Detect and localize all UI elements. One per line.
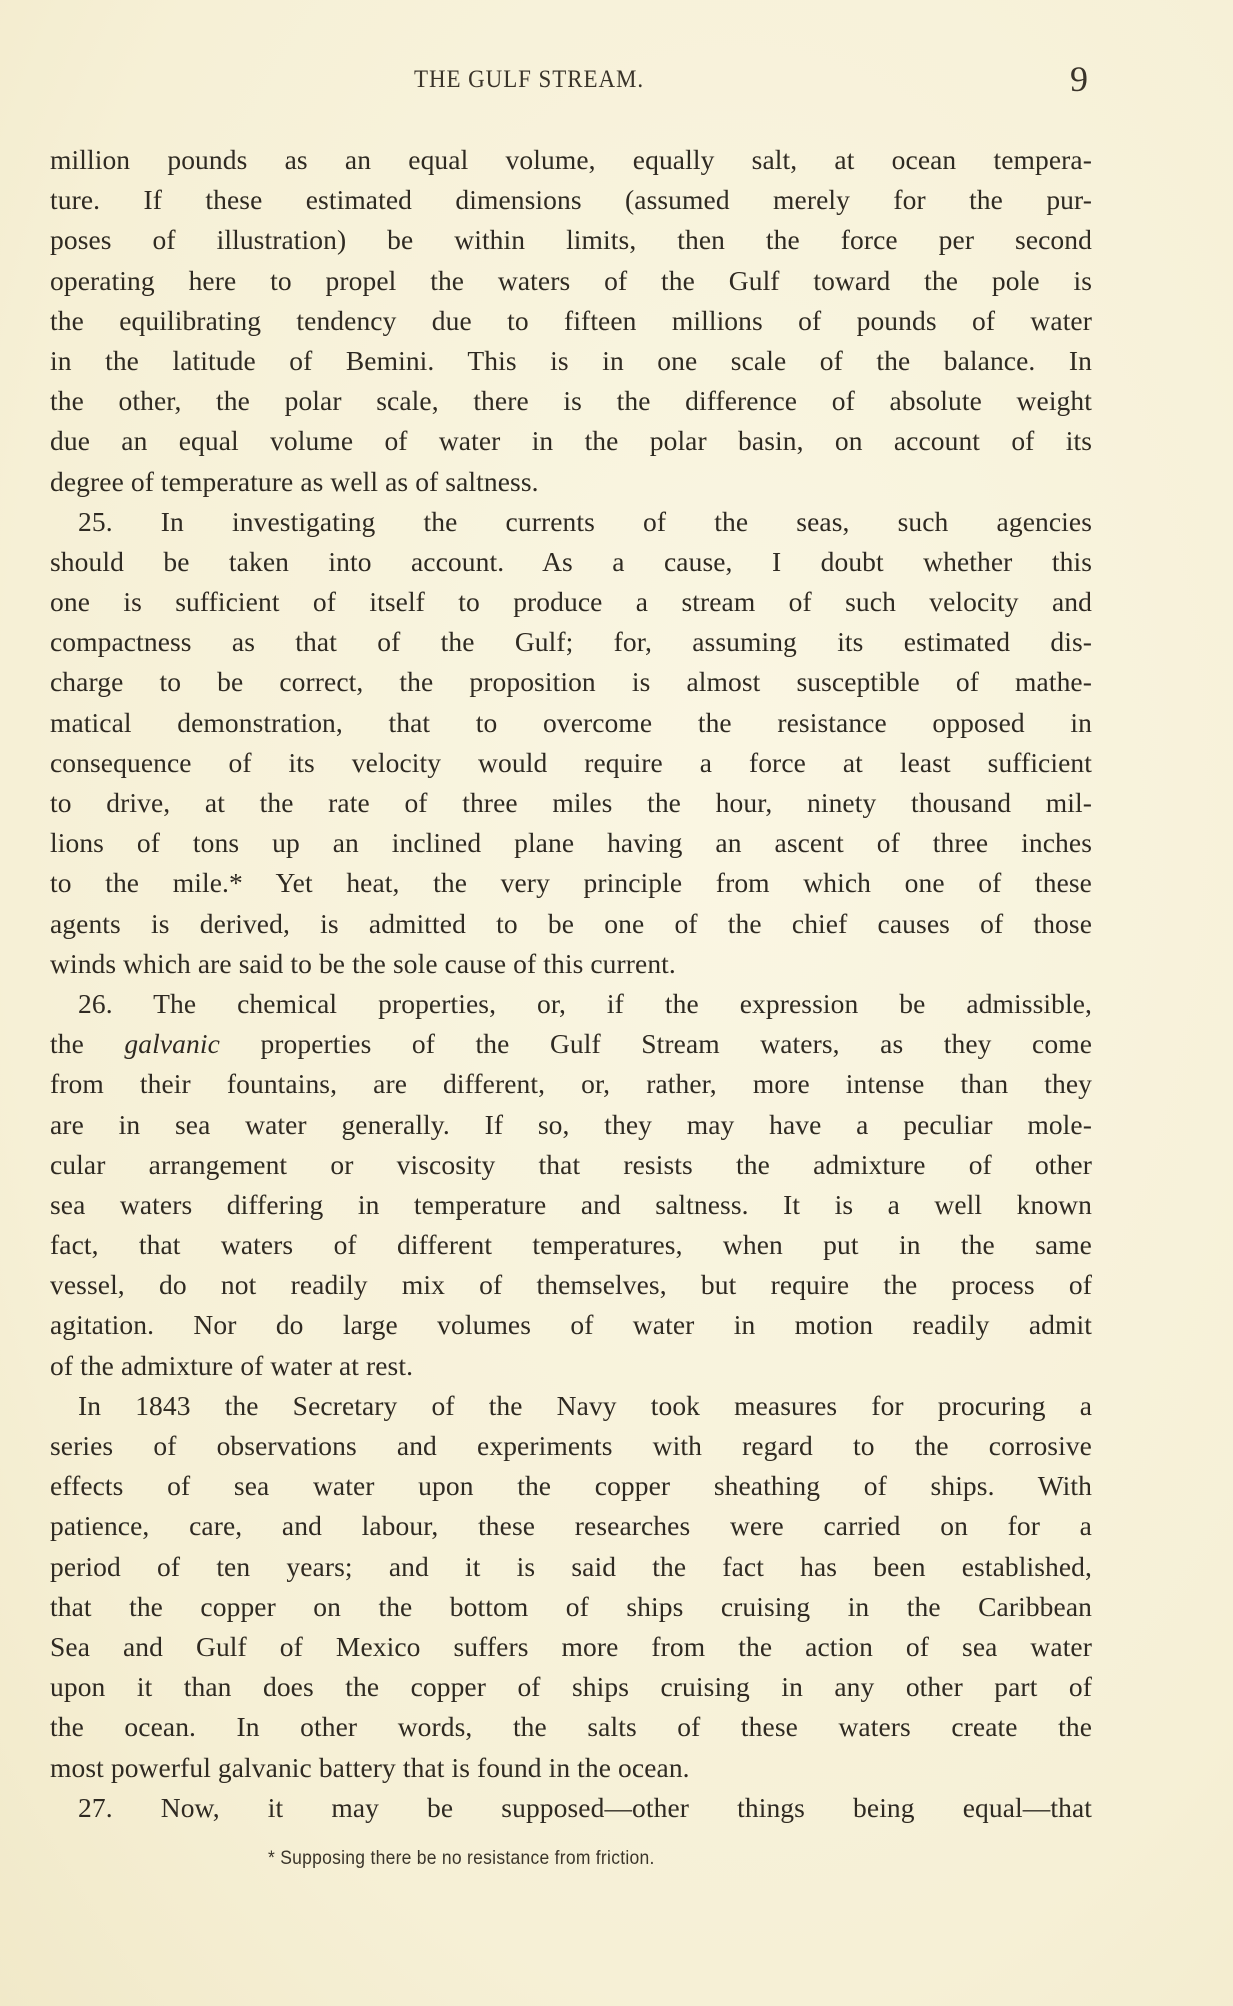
text-line: ture. If these estimated dimensions (assumed merely for the pur-	[50, 184, 1092, 216]
text-line: the other, the polar scale, there is the difference of absolute weight	[50, 385, 1092, 417]
text-line: compactness as that of the Gulf; for, assuming its estimated dis-	[50, 626, 1092, 658]
text-line: to drive, at the rate of three miles the hour, ninety thousand mil-	[50, 787, 1092, 818]
text-line: Sea and Gulf of Mexico suffers more from the action of sea water	[50, 1630, 1092, 1662]
text-line: operating here to propel the waters of the Gulf toward the pole is	[50, 264, 1092, 296]
text-line: are in sea water generally. If so, they may have a peculiar mole-	[50, 1108, 1092, 1140]
body-text	[50, 140, 1092, 1828]
text-line: due an equal volume of water in the polar basin, on account of its	[50, 425, 1092, 457]
text-line: the equilibrating tendency due to fifteen millions of pounds of water	[50, 304, 1092, 336]
text-line: most powerful galvanic battery that is found in the ocean.	[50, 1751, 690, 1783]
text-line: 27. Now, it may be supposed—other things being equal—that	[78, 1791, 1092, 1823]
running-head	[0, 59, 1233, 102]
italic-emphasis: galvanic	[124, 1028, 220, 1060]
text-line: should be taken into account. As a cause, I doubt whether this	[50, 545, 1092, 577]
text-line: agents is derived, is admitted to be one of the chief causes of those	[50, 907, 1092, 939]
text-line: fact, that waters of different temperatures, when put in the same	[50, 1229, 1092, 1261]
text-line: sea waters differing in temperature and saltness. It is a well known	[50, 1188, 1092, 1220]
text-line: from their fountains, are different, or, rather, more intense than they	[50, 1068, 1092, 1100]
text-line: in the latitude of Bemini. This is in one scale of the balance. In	[50, 344, 1092, 376]
text-line: period of ten years; and it is said the fact has been established,	[50, 1550, 1092, 1582]
text-line: the galvanic properties of the Gulf Stream waters, as they come	[50, 1028, 1092, 1060]
text-line: agitation. Nor do large volumes of water in motion readily admit	[50, 1309, 1092, 1341]
text-line: million pounds as an equal volume, equally salt, at ocean tempera-	[50, 144, 1092, 175]
text-line: one is sufficient of itself to produce a stream of such velocity and	[50, 586, 1092, 618]
text-line: upon it than does the copper of ships cruising in any other part of	[50, 1671, 1092, 1703]
text-line: 26. The chemical properties, or, if the expression be admissible,	[78, 987, 1092, 1019]
text-line: winds which are said to be the sole cause of this current.	[50, 947, 676, 979]
text-line: 25. In investigating the currents of the seas, such agencies	[78, 505, 1092, 537]
text-line: cular arrangement or viscosity that resists the admixture of other	[50, 1148, 1092, 1180]
text-line: effects of sea water upon the copper sheathing of ships. With	[50, 1470, 1092, 1502]
text-line: the ocean. In other words, the salts of these waters create the	[50, 1711, 1092, 1743]
footnote: * Supposing there be no resistance from friction.	[268, 1848, 655, 1869]
text-line: charge to be correct, the proposition is almost susceptible of mathe-	[50, 666, 1092, 698]
text-line: series of observations and experiments with regard to the corrosive	[50, 1430, 1092, 1461]
text-line: vessel, do not readily mix of themselves, but require the process of	[50, 1269, 1092, 1301]
text-line: of the admixture of water at rest.	[50, 1349, 414, 1381]
page-number: 9	[1070, 59, 1088, 99]
text-line: to the mile.* Yet heat, the very principle from which one of these	[50, 867, 1092, 899]
text-line: that the copper on the bottom of ships cruising in the Caribbean	[50, 1590, 1092, 1622]
text-line: In 1843 the Secretary of the Navy took measures for procuring a	[78, 1389, 1092, 1421]
text-line: matical demonstration, that to overcome the resistance opposed in	[50, 706, 1092, 738]
text-line: poses of illustration) be within limits, then the force per second	[50, 224, 1092, 256]
running-title: THE GULF STREAM.	[414, 66, 645, 93]
text-line: lions of tons up an inclined plane having an ascent of three inches	[50, 827, 1092, 859]
text-line: patience, care, and labour, these researches were carried on for a	[50, 1510, 1092, 1542]
text-line: degree of temperature as well as of saltness.	[50, 465, 539, 497]
text-line: consequence of its velocity would require a force at least sufficient	[50, 746, 1092, 778]
